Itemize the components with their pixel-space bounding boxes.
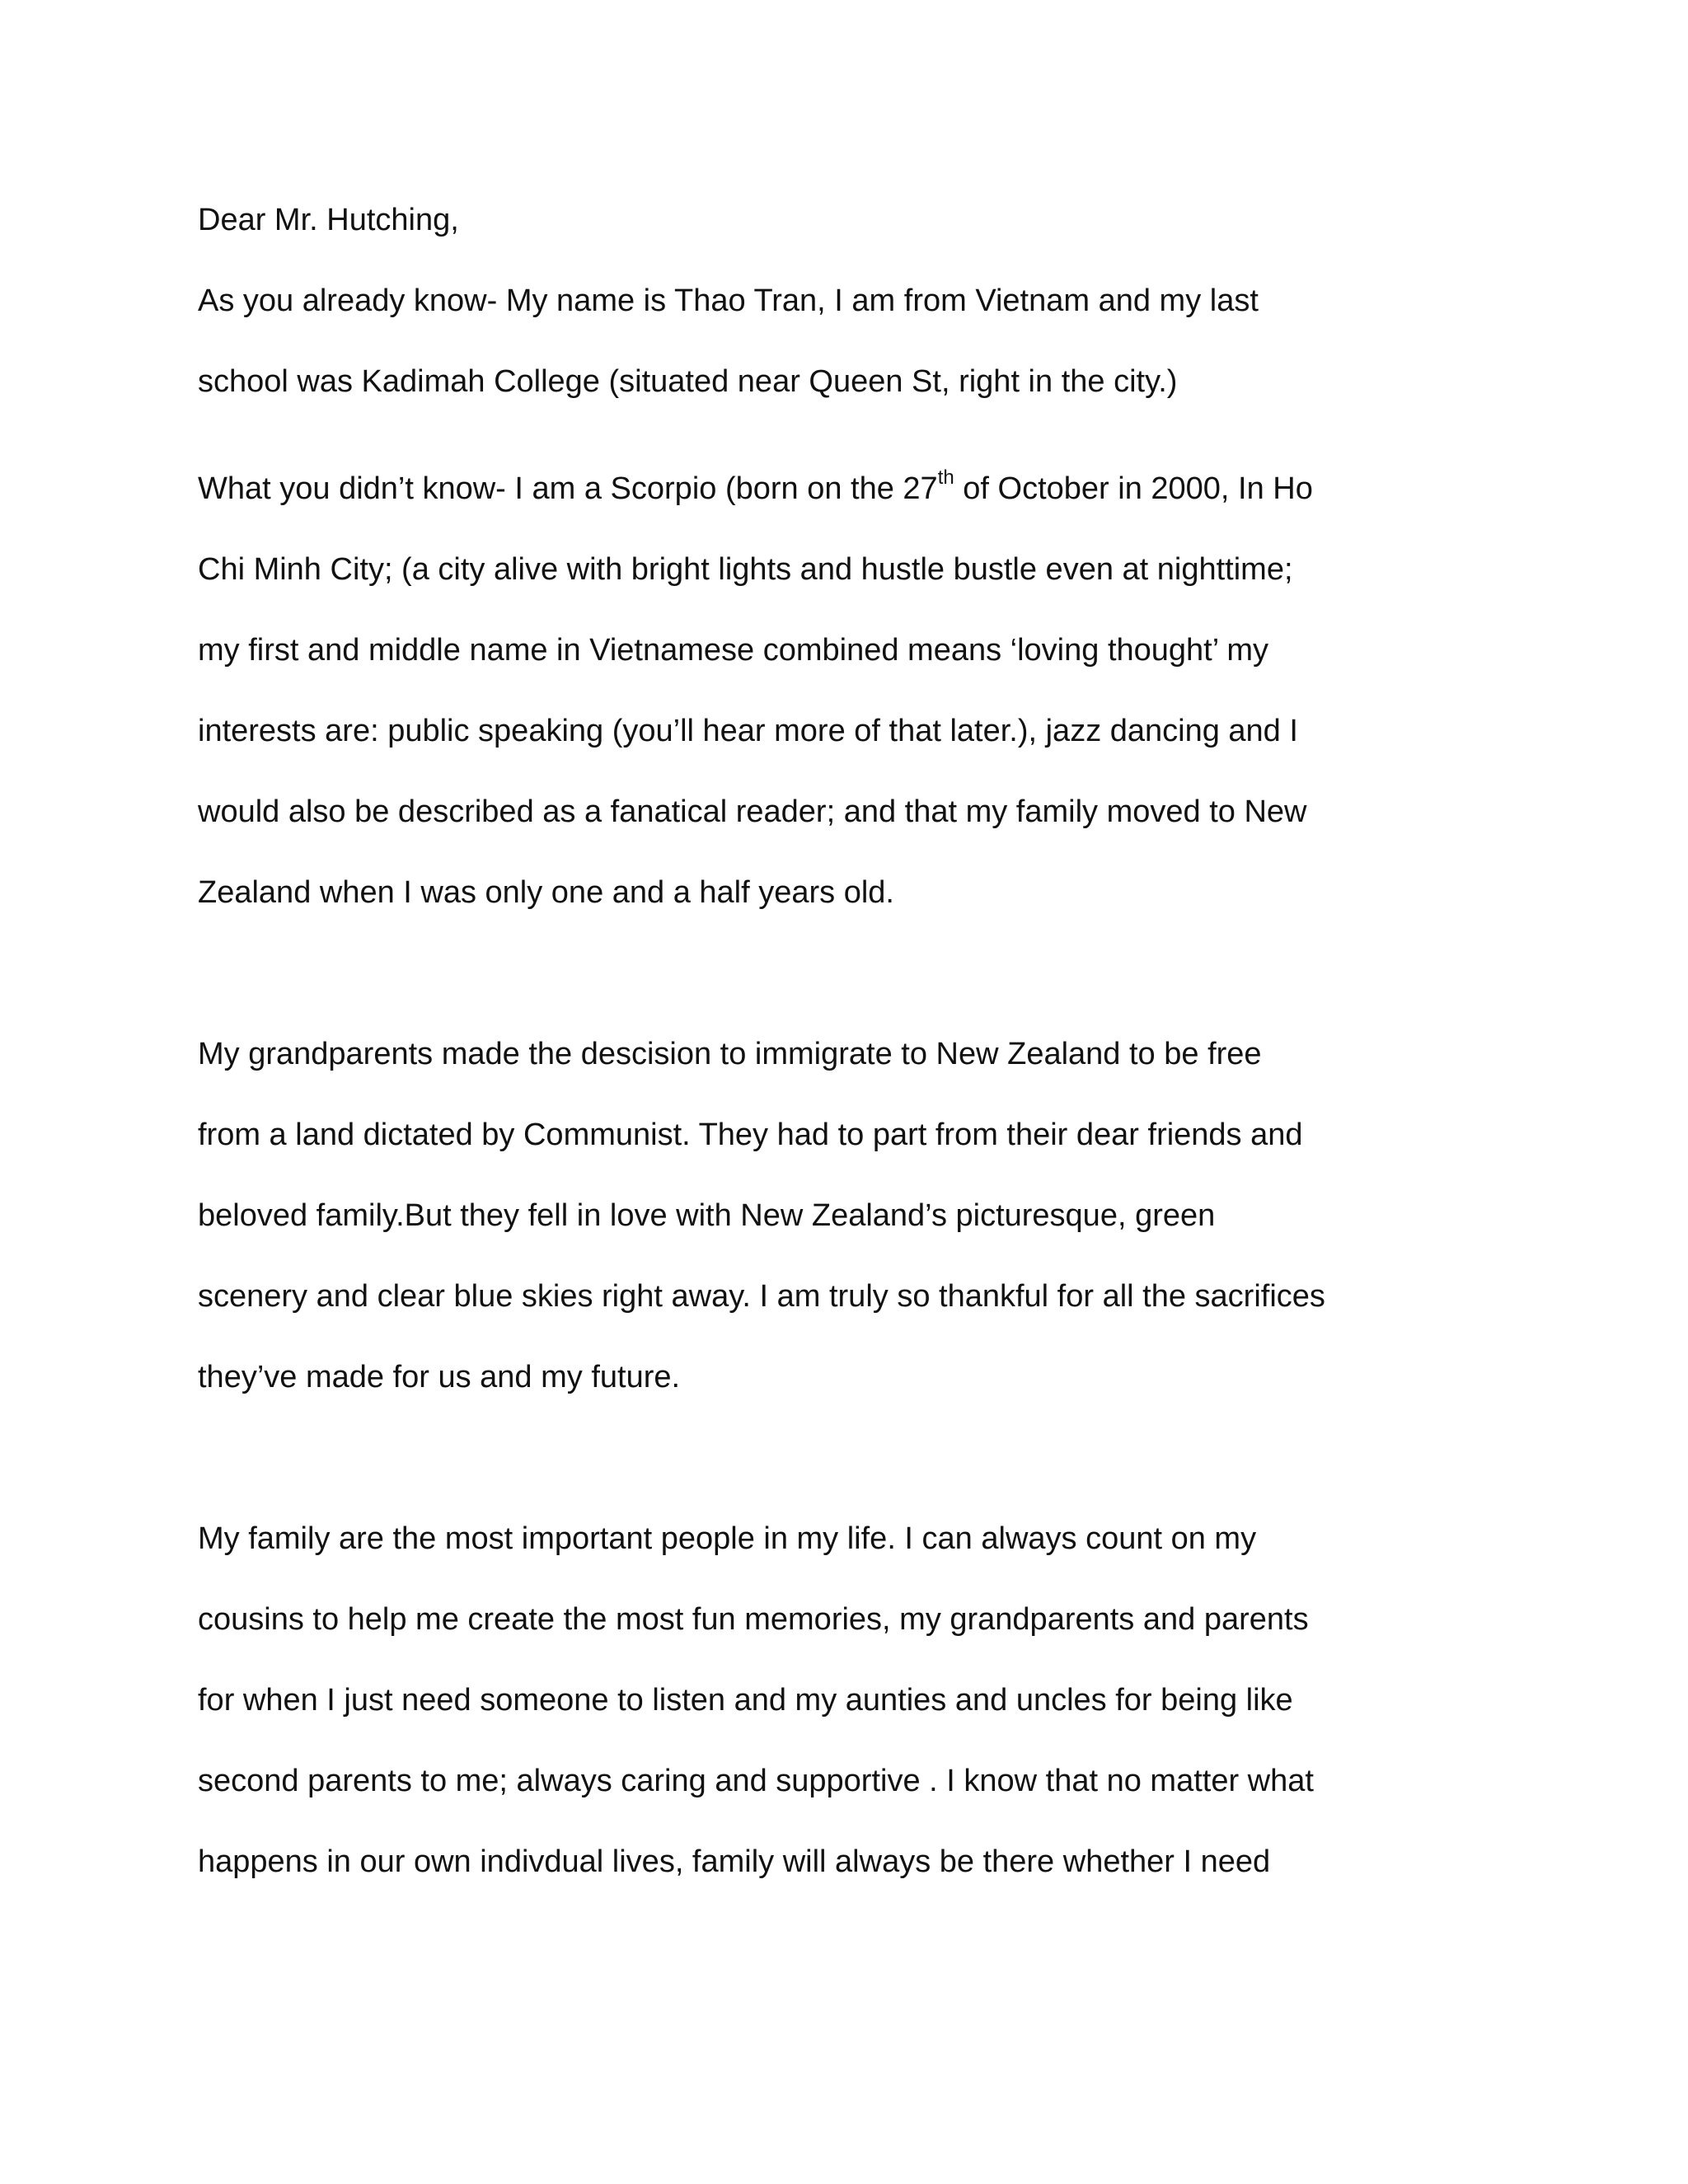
paragraph-4-line-4: second parents to me; always caring and supportive . I know that no matter what (198, 1764, 1314, 1798)
paragraph-4-line-5: happens in our own indivdual lives, family will always be there whether I need (198, 1844, 1271, 1879)
paragraph-2-line-3: my first and middle name in Vietnamese combined means ‘loving thought’ my (198, 633, 1268, 668)
paragraph-4-line-3: for when I just need someone to listen and my aunties and uncles for being like (198, 1683, 1293, 1718)
paragraph-3-line-2: from a land dictated by Communist. They had to part from their dear friends and (198, 1118, 1303, 1152)
ordinal-suffix: th (937, 466, 954, 489)
paragraph-3-line-3: beloved family.But they fell in love with New Zealand’s picturesque, green (198, 1198, 1216, 1233)
paragraph-3-line-1: My grandparents made the descision to immigrate to New Zealand to be free (198, 1037, 1262, 1071)
paragraph-2-line-5: would also be described as a fanatical reader; and that my family moved to New (198, 794, 1307, 829)
paragraph-4-line-2: cousins to help me create the most fun memories, my grandparents and parents (198, 1602, 1309, 1637)
paragraph-2-line-1-end: of October in 2000, In Ho (954, 471, 1313, 506)
paragraph-3-line-4: scenery and clear blue skies right away. I am truly so thankful for all the sacrifices (198, 1279, 1325, 1314)
paragraph-2-line-2: Chi Minh City; (a city alive with bright lights and hustle bustle even at nighttime; (198, 552, 1293, 587)
paragraph-1-line-1: As you already know- My name is Thao Tran, I am from Vietnam and my last (198, 284, 1259, 318)
paragraph-2-line-1-start: What you didn’t know- I am a Scorpio (born on the 27 (198, 471, 938, 506)
paragraph-2-line-1 (198, 468, 1313, 509)
paragraph-4-line-1: My family are the most important people in my life. I can always count on my (198, 1521, 1257, 1556)
paragraph-2-line-6: Zealand when I was only one and a half years old. (198, 875, 894, 910)
salutation: Dear Mr. Hutching, (198, 203, 459, 237)
paragraph-1-line-2: school was Kadimah College (situated near Queen St, right in the city.) (198, 364, 1178, 399)
paragraph-2-line-4: interests are: public speaking (you’ll hear more of that later.), jazz dancing and I (198, 714, 1298, 748)
paragraph-3-line-5: they’ve made for us and my future. (198, 1360, 681, 1394)
